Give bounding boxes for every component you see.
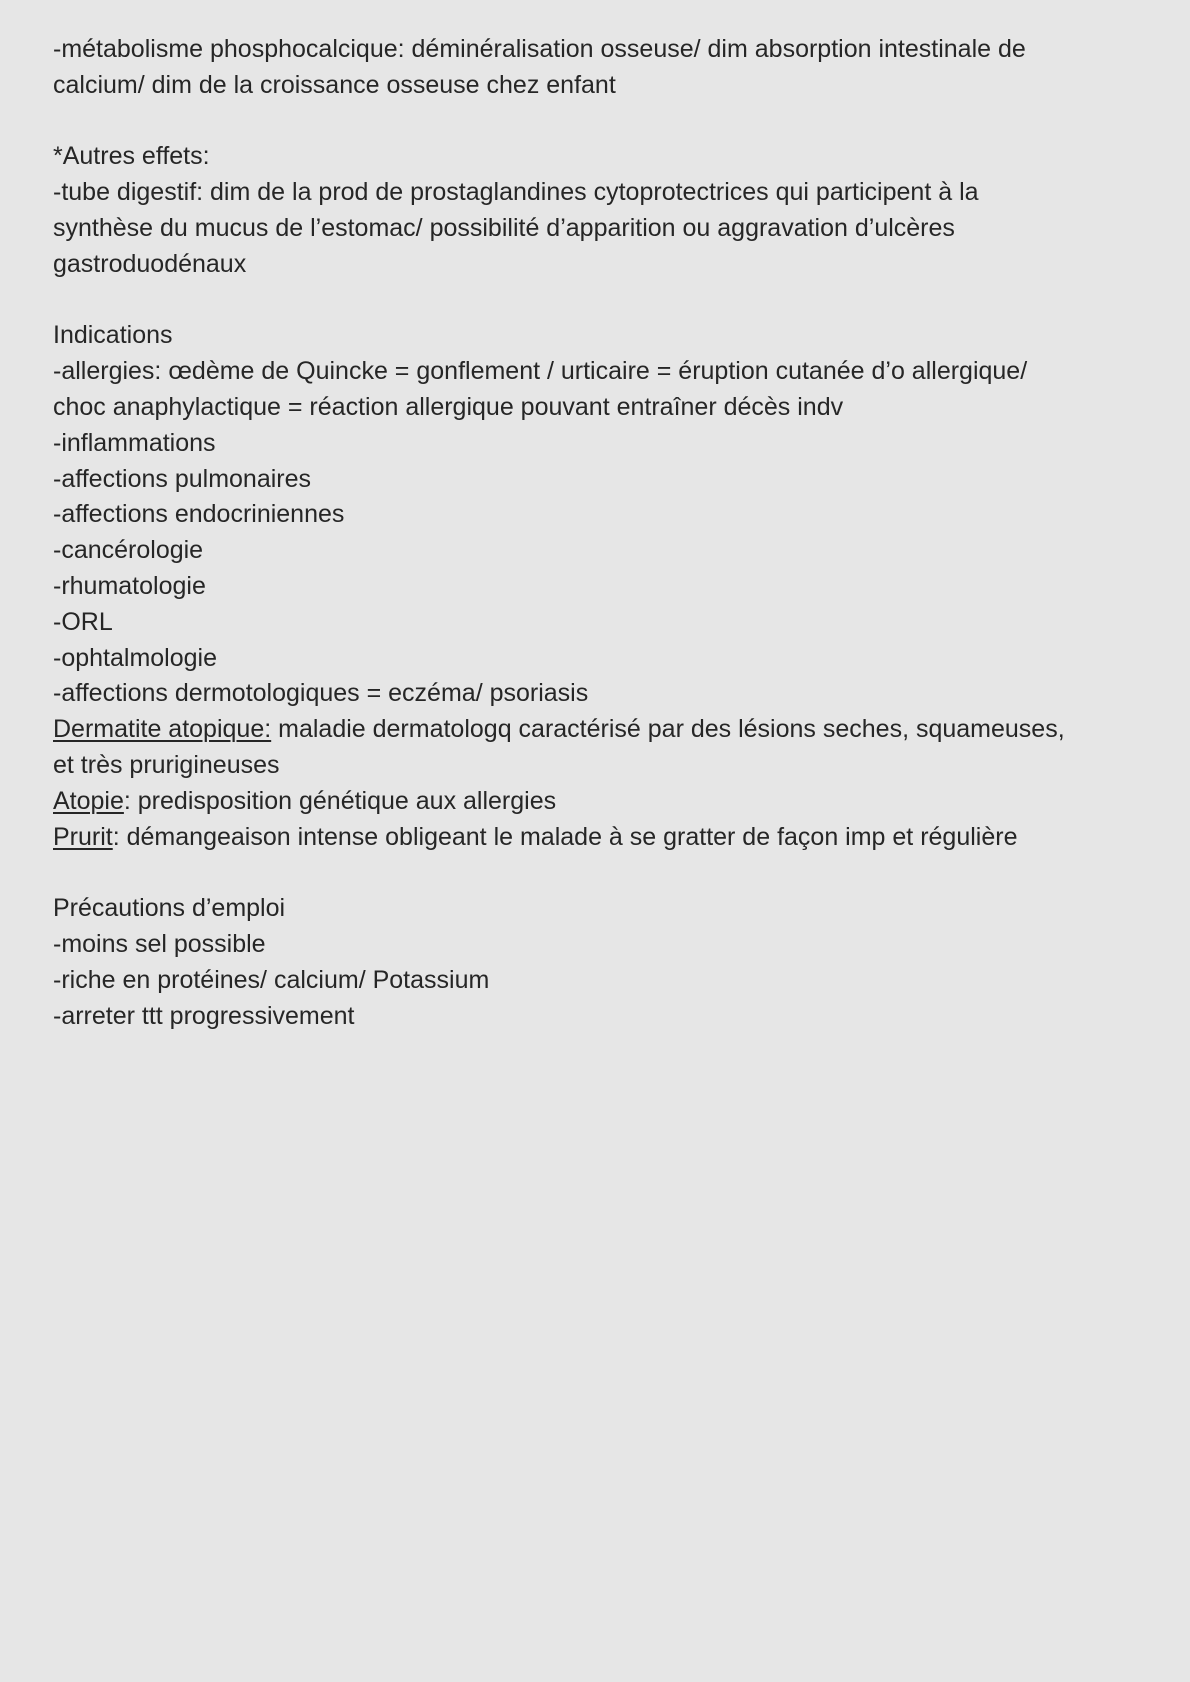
- tube-digestif-line-1: -tube digestif: dim de la prod de prostaglandines cytoprotectrices qui participent à la: [53, 178, 979, 207]
- definition-dermatite-text: maladie dermatologq caractérisé par des lésions seches, squameuses,: [271, 715, 1065, 744]
- indication-item: -ORL: [53, 607, 113, 636]
- indications-heading: Indications: [53, 321, 173, 350]
- indication-item: -rhumatologie: [53, 571, 206, 600]
- spacer: [53, 104, 1153, 140]
- definition-prurit-text: : démangeaison intense obligeant le malade à se gratter de façon imp et régulière: [112, 822, 1018, 851]
- definition-prurit: [53, 820, 1153, 856]
- indication-item: -ophtalmologie: [53, 643, 217, 672]
- precaution-item: -riche en protéines/ calcium/ Potassium: [53, 965, 490, 994]
- definition-dermatite: [53, 712, 1153, 748]
- spacer: [53, 855, 1153, 891]
- metabolisme-line-1: -métabolisme phosphocalcique: déminéralisation osseuse/ dim absorption intestinale de: [53, 35, 1026, 63]
- indication-item: -affections dermotologiques = eczéma/ psoriasis: [53, 679, 589, 708]
- indication-item: -cancérologie: [53, 536, 204, 565]
- document-page: [53, 32, 1153, 1034]
- definition-atopie-text: : predisposition génétique aux allergies: [123, 786, 557, 815]
- allergies-line-2: choc anaphylactique = réaction allergique pouvant entraîner décès indv: [53, 392, 844, 421]
- indication-item: -affections pulmonaires: [53, 464, 312, 493]
- tube-digestif-line-2: synthèse du mucus de l’estomac/ possibilité d’apparition ou aggravation d’ulcères: [53, 213, 955, 242]
- allergies-line-1: -allergies: œdème de Quincke = gonflement / urticaire = éruption cutanée d’o allergique/: [53, 357, 1028, 386]
- definition-dermatite-continued: et très prurigineuses: [53, 750, 280, 779]
- definition-atopie: [53, 784, 1153, 820]
- term-atopie: Atopie: [53, 786, 124, 815]
- metabolisme-line-2: calcium/ dim de la croissance osseuse chez enfant: [53, 70, 616, 99]
- precaution-item: -arreter ttt progressivement: [53, 1001, 355, 1030]
- tube-digestif-line-3: gastroduodénaux: [53, 249, 247, 278]
- autres-effets-heading: *Autres effets:: [53, 142, 210, 171]
- spacer: [53, 283, 1153, 319]
- indication-item: -affections endocriniennes: [53, 500, 345, 529]
- precautions-heading: Précautions d’emploi: [53, 894, 286, 923]
- precaution-item: -moins sel possible: [53, 929, 266, 958]
- term-dermatite-atopique: Dermatite atopique:: [53, 715, 272, 744]
- term-prurit: Prurit: [53, 822, 113, 851]
- indication-item: -inflammations: [53, 428, 216, 457]
